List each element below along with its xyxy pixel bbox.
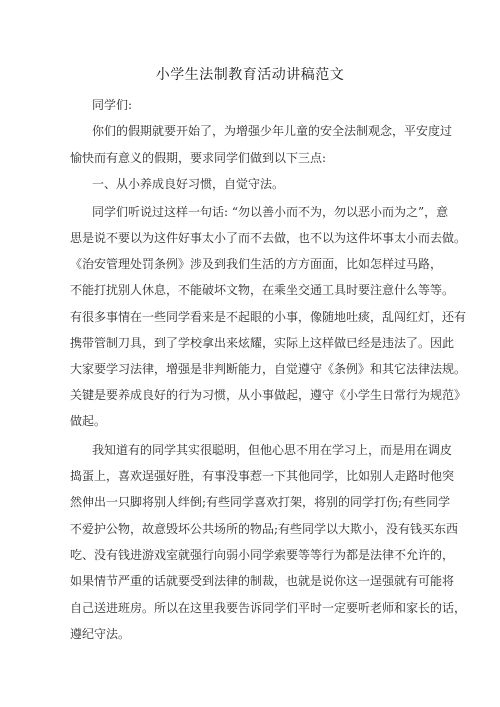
paragraph-line: 做起。 [70,414,107,428]
paragraph-line: 吃、没有钱进游戏室就强行向弱小同学索要等等行为都是法律不允许的， [70,548,455,562]
paragraph-line: 遵纪守法。 [70,627,131,641]
paragraph-line: 关键是要养成良好的行为习惯，从小事做起，遵守《小学生日常行为规范》 [70,388,467,402]
paragraph-line: 同学们听说过这样一句话: “勿以善小而不为，勿以恶小而为之”，意 [92,205,449,219]
paragraph-line: 一、从小养成良好习惯，自觉守法。 [92,177,285,191]
paragraph-line: 然伸出一只脚将别人绊倒;有些同学喜欢打架，将别的同学打伤;有些同学 [70,495,451,509]
paragraph-line: 同学们: [92,98,133,112]
paragraph-line: 有很多事情在一些同学看来是不起眼的小事，像随地吐痰，乱闯红灯，还有 [70,310,467,324]
paragraph-line: 如果情节严重的话就要受到法律的制裁，也就是说你这一逞强就有可能将 [70,574,455,588]
paragraph-line: 大家要学习法律，增强是非判断能力，自觉遵守《条例》和其它法律法规。 [70,362,467,376]
paragraph-line: 自己送进班房。所以在这里我要告诉同学们平时一定要听老师和家长的话， [70,601,467,615]
paragraph-line: 不爱护公物，故意毁坏公共场所的物品;有些同学以大欺小，没有钱买东西 [70,522,459,536]
paragraph-line: 你们的假期就要开始了，为增强少年儿童的安全法制观念，平安度过 [92,124,453,138]
paragraph-line: 愉快而有意义的假期，要求同学们做到以下三点: [70,151,327,165]
paragraph-line: 《治安管理处罚条例》涉及到我们生活的方方面面，比如怎样过马路， [70,257,443,271]
paragraph-line: 我知道有的同学其实很聪明，但他心思不用在学习上，而是用在调皮 [92,443,453,457]
document-title: 小学生法制教育活动讲稿范文 [155,67,345,83]
paragraph-line: 不能打扰别人休息，不能破坏文物，在乘坐交通工具时要注意什么等等。 [70,283,455,297]
paragraph-line: 携带管制刀具，到了学校拿出来炫耀，实际上这样做已经是违法了。因此 [70,336,455,350]
paragraph-line: 捣蛋上，喜欢逞强好胜，有事没事惹一下其他同学，比如别人走路时他突 [70,469,455,483]
paragraph-line: 思是说不要以为这件好事太小了而不去做，也不以为这件坏事太小而去做。 [70,231,467,245]
